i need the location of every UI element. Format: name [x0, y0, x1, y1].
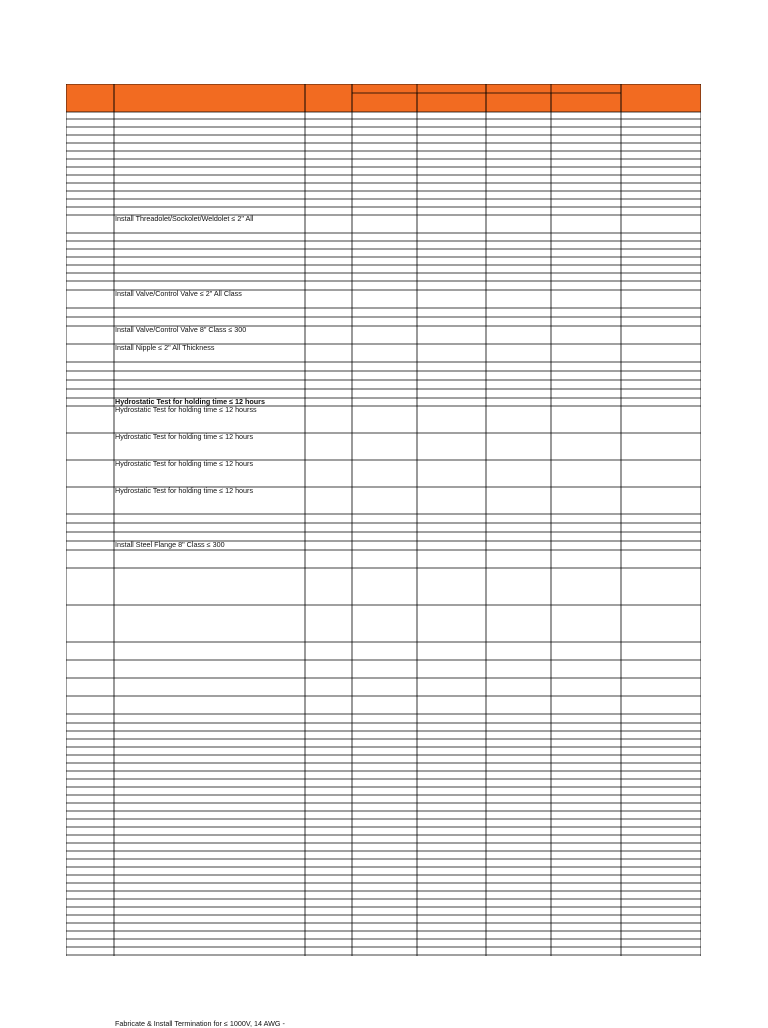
table-text-layer	[66, 84, 701, 1028]
description-cell-text: Hydrostatic Test for holding time ≤ 12 hours	[115, 432, 254, 441]
description-cell-text: Install Threadolet/Sockolet/Weldolet ≤ 2" All	[115, 214, 254, 223]
description-cell-text: Hydrostatic Test for holding time ≤ 12 hours	[115, 486, 254, 495]
description-cell-text: Install Nipple ≤ 2" All Thickness	[115, 343, 215, 352]
description-cell-text: Hydrostatic Test for holding time ≤ 12 hours	[115, 459, 254, 468]
description-cell-text: Fabricate & Install Termination for ≤ 1000V, 14 AWG -	[115, 1019, 285, 1028]
description-cell-text: Hydrostatic Test for holding time ≤ 12 hours	[115, 397, 265, 406]
spreadsheet-table	[66, 84, 701, 1028]
description-cell-text: Install Valve/Control Valve 8" Class ≤ 300	[115, 325, 247, 334]
description-cell-text: Install Steel Flange 8" Class ≤ 300	[115, 540, 225, 549]
description-cell-text: Hydrostatic Test for holding time ≤ 12 hourss	[115, 405, 257, 414]
description-cell-text: Install Valve/Control Valve ≤ 2" All Class	[115, 289, 242, 298]
